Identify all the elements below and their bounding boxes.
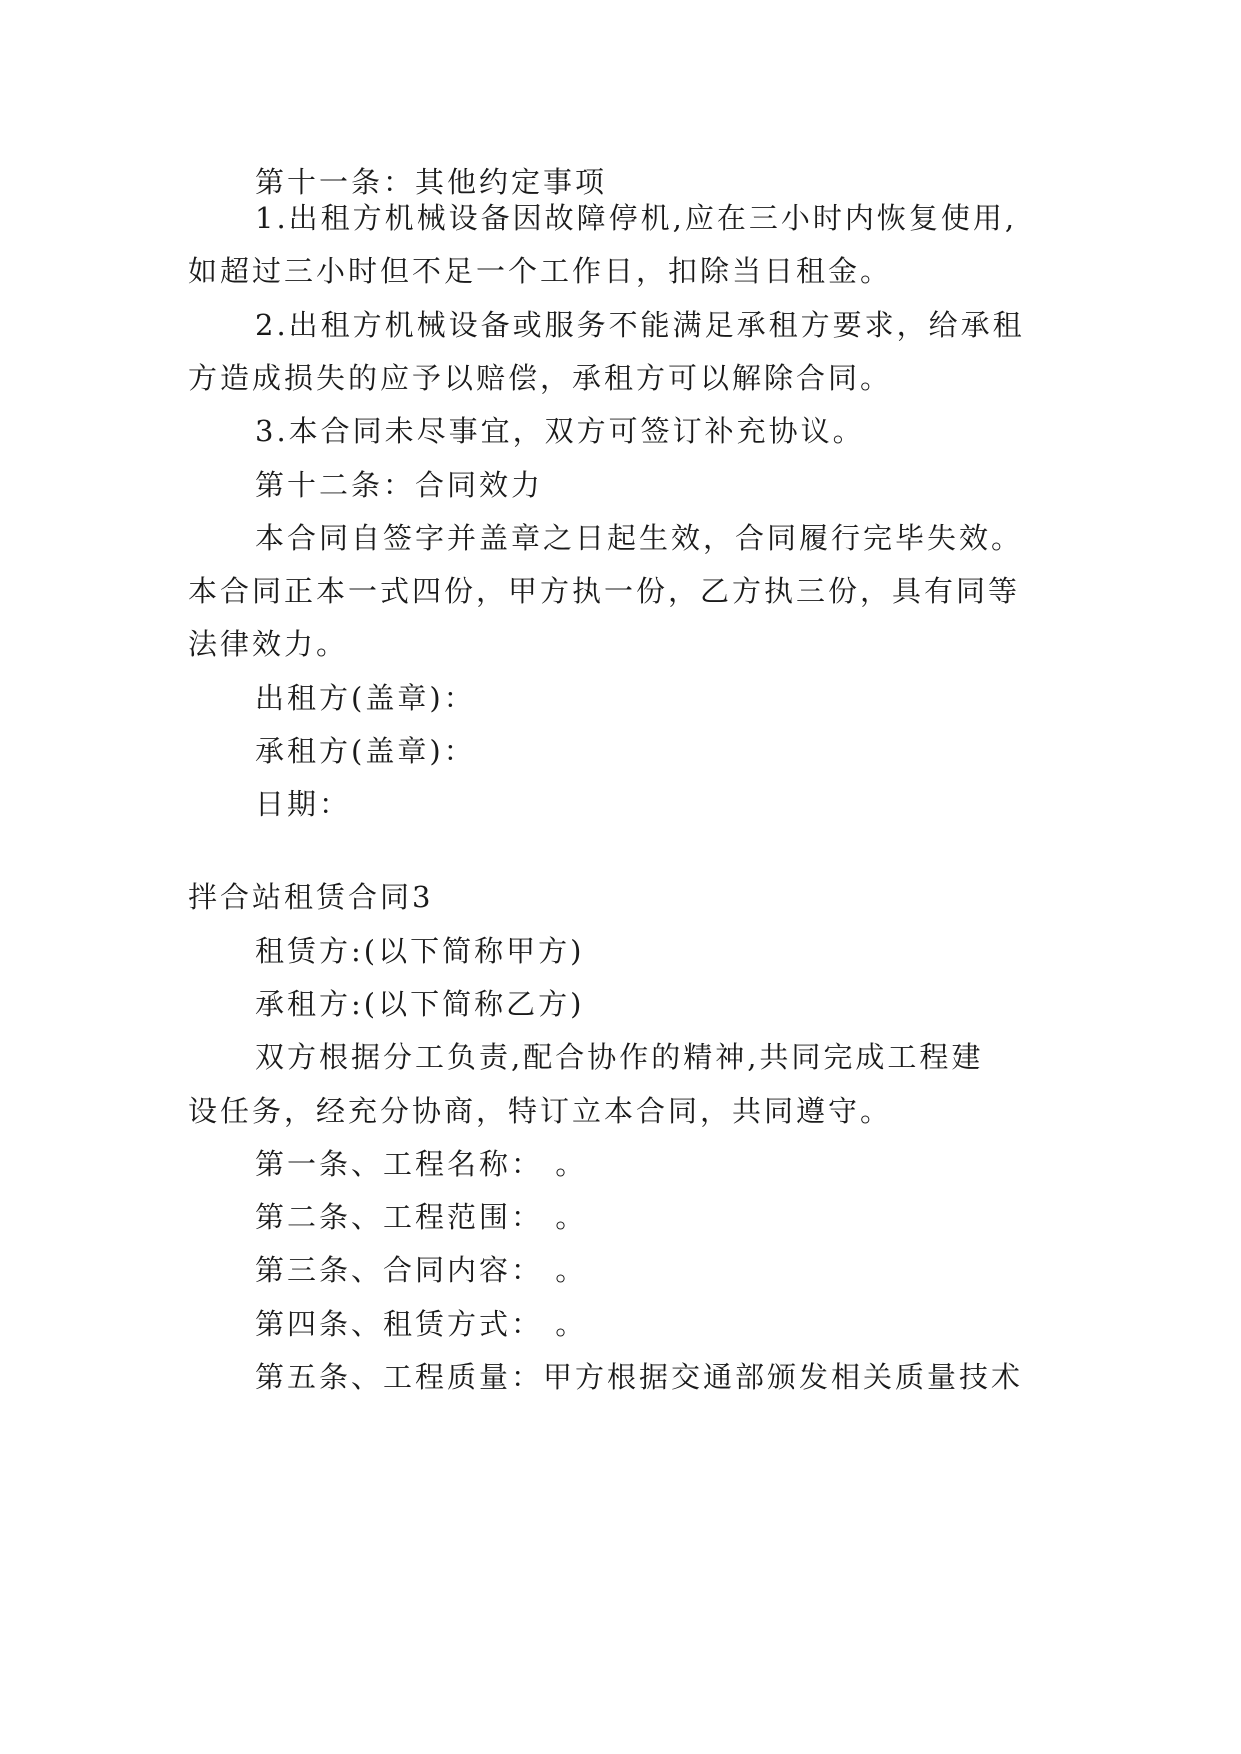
article-1: 第一条、工程名称： 。 xyxy=(255,1147,588,1181)
article-5: 第五条、工程质量：甲方根据交通部颁发相关质量技术 xyxy=(255,1360,1024,1394)
article-12-paragraph-line-1: 本合同自签字并盖章之日起生效，合同履行完毕失效。 xyxy=(255,521,1024,555)
signature-lessee: 承租方(盖章)： xyxy=(255,734,476,768)
article-2: 第二条、工程范围： 。 xyxy=(255,1200,588,1234)
intro-line-2: 设任务，经充分协商，特订立本合同，共同遵守。 xyxy=(188,1094,893,1128)
intro-line-1: 双方根据分工负责,配合协作的精神,共同完成工程建 xyxy=(255,1040,984,1074)
article-11-title: 第十一条：其他约定事项 xyxy=(255,165,608,199)
contract-3-title: 拌合站租赁合同3 xyxy=(188,880,434,914)
article-11-item-1-line-2: 如超过三小时但不足一个工作日，扣除当日租金。 xyxy=(188,254,893,288)
signature-lessor: 出租方(盖章)： xyxy=(255,681,476,715)
article-11-item-2-line-1: 2.出租方机械设备或服务不能满足承租方要求，给承租 xyxy=(255,308,1025,342)
article-11-item-1-line-1: 1.出租方机械设备因故障停机,应在三小时内恢复使用, xyxy=(255,201,1018,235)
article-11-item-3: 3.本合同未尽事宜，双方可签订补充协议。 xyxy=(255,414,865,448)
article-11-item-2-line-2: 方造成损失的应予以赔偿，承租方可以解除合同。 xyxy=(188,361,893,395)
article-12-paragraph-line-2: 本合同正本一式四份，甲方执一份，乙方执三份，具有同等 xyxy=(188,574,1021,608)
article-3: 第三条、合同内容： 。 xyxy=(255,1253,588,1287)
signature-date: 日期： xyxy=(255,787,352,821)
party-b: 承租方:(以下简称乙方) xyxy=(255,987,585,1021)
party-a: 租赁方:(以下简称甲方) xyxy=(255,934,585,968)
article-4: 第四条、租赁方式： 。 xyxy=(255,1307,588,1341)
article-12-title: 第十二条：合同效力 xyxy=(255,468,544,502)
article-12-paragraph-line-3: 法律效力。 xyxy=(188,627,349,661)
